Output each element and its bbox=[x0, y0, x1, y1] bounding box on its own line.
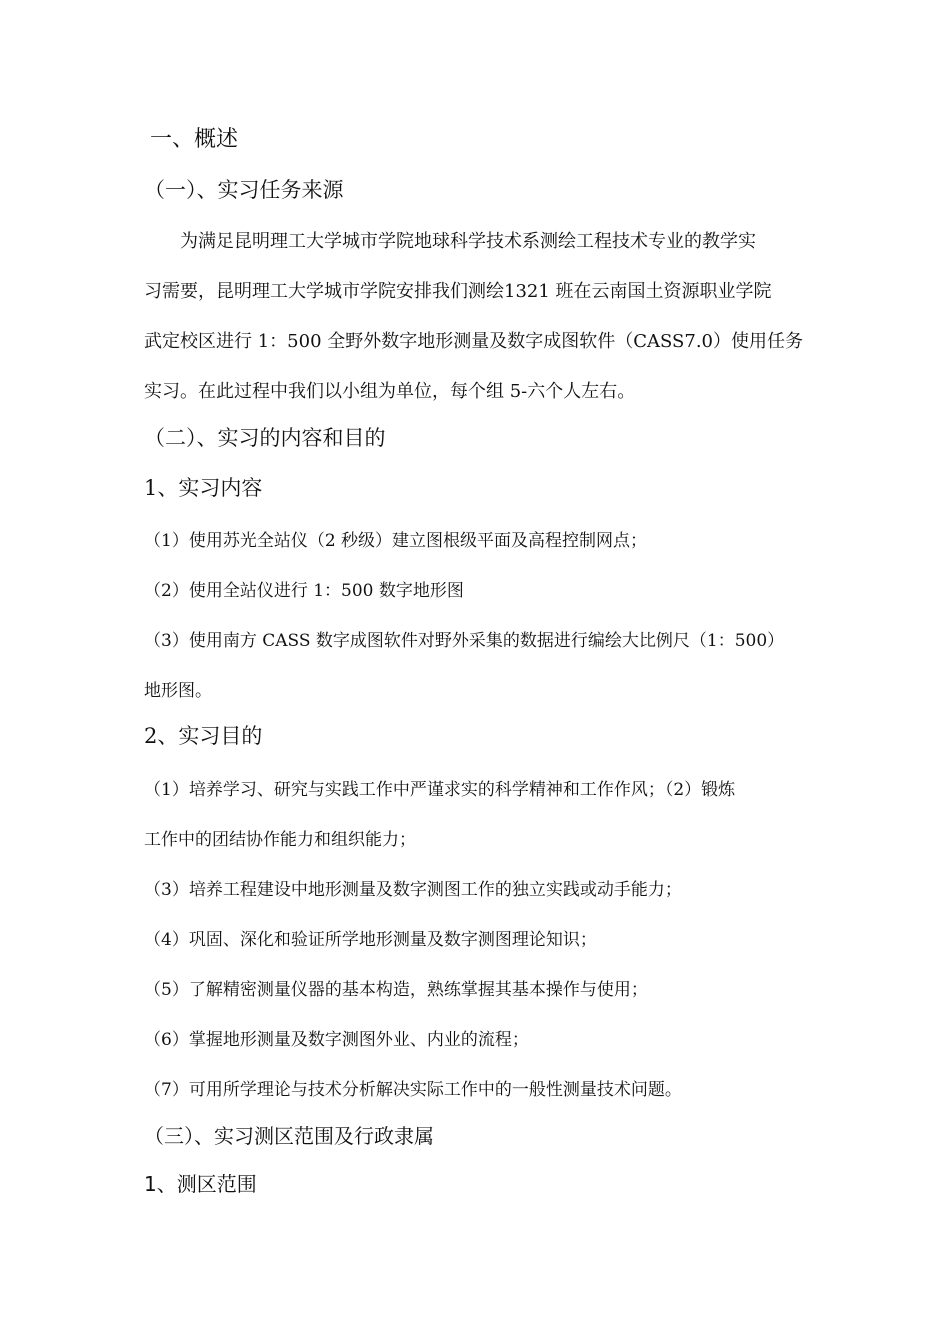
list-item: （1）使用苏光全站仪（2 秒级）建立图根级平面及高程控制网点； bbox=[144, 531, 648, 551]
list-item: （3）使用南方 CASS 数字成图软件对野外采集的数据进行编绘大比例尺（1：500） bbox=[144, 631, 785, 651]
list-item: 工作中的团结协作能力和组织能力； bbox=[144, 830, 416, 850]
paragraph-line: 实习。在此过程中我们以小组为单位，每个组 5-六个人左右。 bbox=[144, 381, 636, 402]
list-item: （4）巩固、深化和验证所学地形测量及数字测图理论知识； bbox=[144, 930, 597, 950]
heading-practice-content: 1、实习内容 bbox=[144, 476, 263, 500]
list-item: （2）使用全站仪进行 1：500 数字地形图 bbox=[144, 581, 464, 601]
list-item: （1）培养学习、研究与实践工作中严谨求实的科学精神和工作作风；（2）锻炼 bbox=[144, 780, 736, 800]
list-item: （3）培养工程建设中地形测量及数字测图工作的独立实践或动手能力； bbox=[144, 880, 682, 900]
list-item: （6）掌握地形测量及数字测图外业、内业的流程； bbox=[144, 1030, 529, 1050]
subsection-heading-survey-area: （三）、实习测区范围及行政隶属 bbox=[144, 1124, 434, 1148]
paragraph-line: 习需要，昆明理工大学城市学院安排我们测绘1321 班在云南国土资源职业学院 bbox=[144, 281, 772, 302]
list-item: （7）可用所学理论与技术分析解决实际工作中的一般性测量技术问题。 bbox=[144, 1080, 682, 1100]
paragraph-line: 武定校区进行 1：500 全野外数字地形测量及数字成图软件（CASS7.0）使用任务 bbox=[144, 331, 803, 352]
paragraph-line: 为满足昆明理工大学城市学院地球科学技术系测绘工程技术专业的教学实 bbox=[180, 231, 756, 252]
subsection-heading-task-source: （一）、实习任务来源 bbox=[144, 178, 344, 202]
list-item: （5）了解精密测量仪器的基本构造，熟练掌握其基本操作与使用； bbox=[144, 980, 648, 1000]
heading-survey-range: 1、测区范围 bbox=[144, 1172, 257, 1196]
subsection-heading-content-purpose: （二）、实习的内容和目的 bbox=[144, 426, 386, 450]
section-heading-overview: 一、概述 bbox=[150, 127, 239, 152]
list-item: 地形图。 bbox=[144, 681, 212, 701]
heading-practice-purpose: 2、实习目的 bbox=[144, 724, 263, 748]
